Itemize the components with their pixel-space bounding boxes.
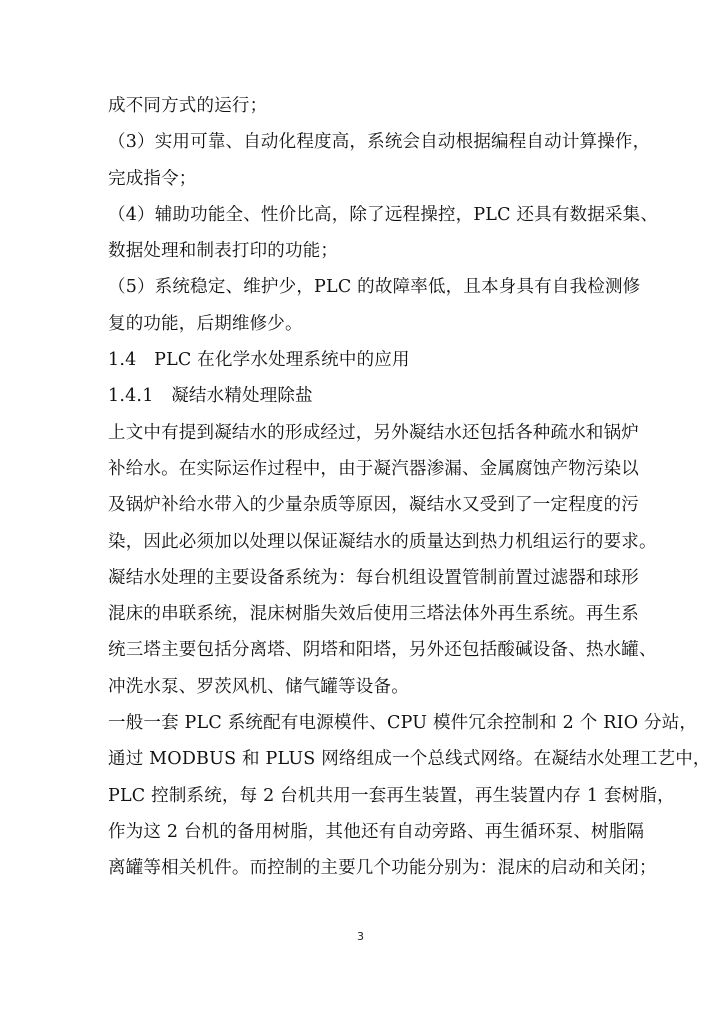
text-line: PLC 控制系统，每 2 台机共用一套再生装置，再生装置内存 1 套树脂， bbox=[108, 785, 675, 806]
text-line: （3）实用可靠、自动化程度高，系统会自动根据编程自动计算操作， bbox=[108, 132, 651, 153]
text-line: （5）系统稳定、维护少，PLC 的故障率低，且本身具有自我检测修 bbox=[108, 277, 641, 298]
text-line: 染，因此必须加以处理以保证凝结水的质量达到热力机组运行的要求。 bbox=[108, 531, 657, 552]
text-line: 数据处理和制表打印的功能； bbox=[108, 241, 339, 262]
document-body bbox=[108, 88, 711, 887]
text-line: 一般一套 PLC 系统配有电源模件、CPU 模件冗余控制和 2 个 RIO 分站， bbox=[108, 713, 698, 734]
text-line: 成不同方式的运行； bbox=[108, 96, 268, 116]
text-line: 完成指令； bbox=[108, 168, 197, 189]
text-line: 复的功能，后期维修少。 bbox=[108, 313, 303, 334]
text-line: 及锅炉补给水带入的少量杂质等原因，凝结水又受到了一定程度的污 bbox=[108, 495, 639, 516]
text-line: 凝结水处理的主要设备系统为：每台机组设置管制前置过滤器和球形 bbox=[108, 567, 639, 588]
text-line: 通过 MODBUS 和 PLUS 网络组成一个总线式网络。在凝结水处理工艺中， bbox=[108, 749, 711, 770]
subsection-heading: 1.4.1 凝结水精处理除盐 bbox=[108, 386, 313, 407]
text-line: 离罐等相关机件。而控制的主要几个功能分别为：混床的启动和关闭； bbox=[108, 858, 657, 879]
text-line: 补给水。在实际运作过程中，由于凝汽器渗漏、金属腐蚀产物污染以 bbox=[108, 458, 639, 479]
text-line: 统三塔主要包括分离塔、阴塔和阳塔，另外还包括酸碱设备、热水罐、 bbox=[108, 640, 657, 661]
text-line: 冲洗水泵、罗茨风机、储气罐等设备。 bbox=[108, 676, 409, 697]
text-line: （4）辅助功能全、性价比高，除了远程操控，PLC 还具有数据采集、 bbox=[108, 204, 659, 225]
text-line: 上文中有提到凝结水的形成经过，另外凝结水还包括各种疏水和锅炉 bbox=[108, 422, 639, 443]
page-number: 3 bbox=[357, 930, 364, 943]
text-line: 混床的串联系统，混床树脂失效后使用三塔法体外再生系统。再生系 bbox=[108, 604, 639, 625]
section-heading: 1.4 PLC 在化学水处理系统中的应用 bbox=[108, 350, 410, 371]
text-line: 作为这 2 台机的备用树脂，其他还有自动旁路、再生循环泵、树脂隔 bbox=[108, 821, 645, 842]
